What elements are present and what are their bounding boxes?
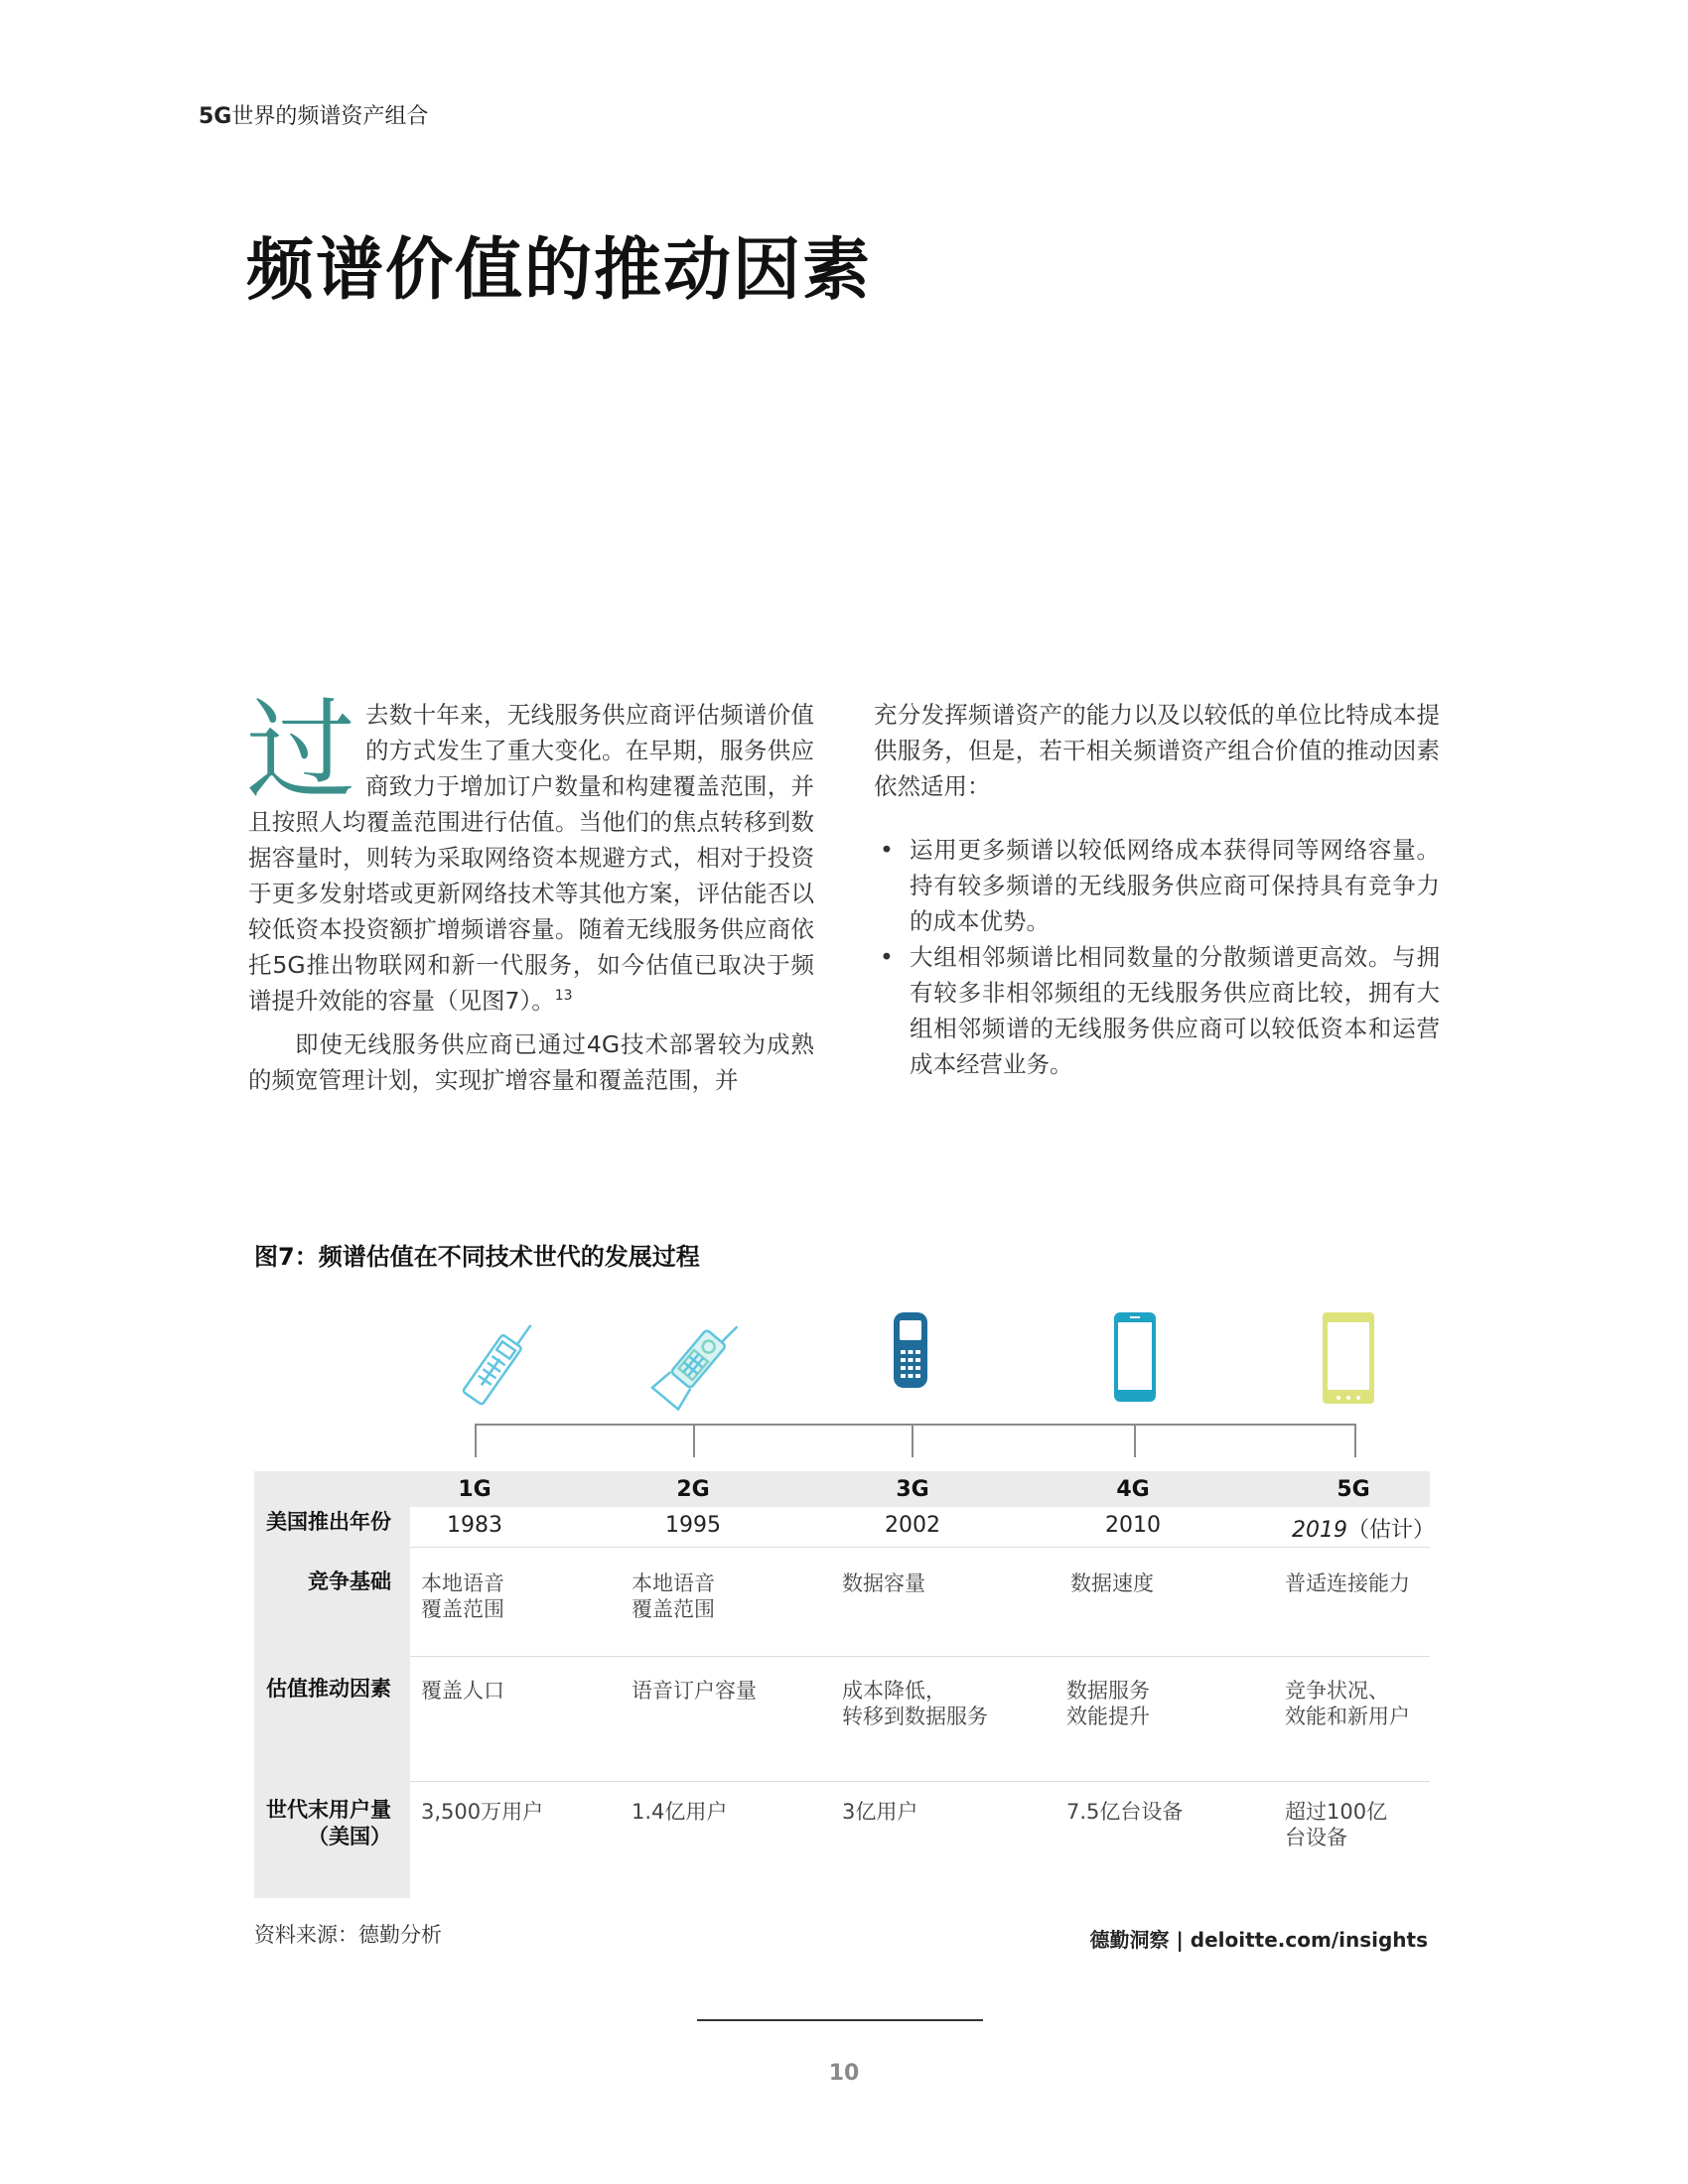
driver-cell: 数据服务 效能提升 bbox=[1066, 1679, 1150, 1728]
timeline-tick bbox=[1354, 1424, 1356, 1457]
bullet-dot: • bbox=[880, 943, 894, 971]
page-number: 10 bbox=[828, 2061, 860, 2086]
page-title: 频谱价值的推动因素 bbox=[246, 231, 873, 310]
launch-year: 2010 bbox=[1105, 1513, 1161, 1538]
brick-phone-1g-icon bbox=[451, 1310, 538, 1418]
footnote-ref[interactable]: 13 bbox=[554, 988, 573, 1005]
timeline-line bbox=[475, 1424, 1356, 1426]
body-paragraph-1: 去数十年来，无线服务供应商评估频谱价值的方式发生了重大变化。在早期，服务供应商致力于增加订户数量和构建覆盖范围，并且按照人均覆盖范围进行估值。当他们的焦点转移到数据容量时，则转为采取网络资本规避方式，相对于投资于更多发射塔或更新网络技术等其他方案，评估能否以较低资本投资额扩增频谱容量。随着无线服务供应商依托5G推出物联网和新一代服务，如今估值已取决于频谱提升效能的容量（见图7）。$^{13}$ bbox=[248, 701, 814, 1015]
timeline-tick bbox=[1134, 1424, 1136, 1457]
users-cell: 3亿用户 bbox=[842, 1800, 918, 1824]
bullet-item: • 大组相邻频谱比相同数量的分散频谱更高效。与拥有较多非相邻频组的无线服务供应商比较，拥有大组相邻频谱的无线服务供应商可以较低资本和运营成本经营业务。 bbox=[874, 939, 1440, 1082]
bullet-dot: • bbox=[880, 836, 894, 864]
users-cell: 1.4亿用户 bbox=[632, 1800, 728, 1824]
users-cell: 7.5亿台设备 bbox=[1066, 1800, 1184, 1824]
row-label-users: 世代末用户量 （美国） bbox=[266, 1798, 391, 1848]
running-head-bold: 5G bbox=[199, 104, 232, 129]
generation-header: 1G bbox=[458, 1477, 492, 1502]
drop-cap: 过 bbox=[246, 687, 355, 814]
generation-header: 2G bbox=[676, 1477, 710, 1502]
smartphone-5g-icon bbox=[1321, 1310, 1376, 1406]
timeline-tick bbox=[475, 1424, 477, 1457]
running-head-text: 世界的频谱资产组合 bbox=[231, 104, 429, 129]
row-divider bbox=[410, 1547, 1430, 1548]
driver-cell: 成本降低， 转移到数据服务 bbox=[842, 1679, 988, 1728]
bullet-list bbox=[874, 832, 1440, 1082]
row-label-competition: 竞争基础 bbox=[308, 1570, 391, 1593]
competition-cell: 数据容量 bbox=[842, 1571, 925, 1595]
launch-year: 2019（估计） bbox=[1291, 1518, 1435, 1543]
row-divider bbox=[410, 1781, 1430, 1782]
footer-url-link[interactable]: deloitte.com/insights bbox=[1190, 1928, 1428, 1952]
flip-phone-2g-icon bbox=[645, 1310, 741, 1418]
row-label-value-driver: 估值推动因素 bbox=[266, 1677, 391, 1701]
generation-header: 5G bbox=[1336, 1477, 1370, 1502]
body-column-right bbox=[874, 697, 1440, 1082]
driver-cell: 竞争状况、 效能和新用户 bbox=[1285, 1679, 1410, 1728]
timeline-tick bbox=[912, 1424, 914, 1457]
feature-phone-3g-icon bbox=[892, 1310, 929, 1390]
bullet-item: • 运用更多频谱以较低网络成本获得同等网络容量。持有较多频谱的无线服务供应商可保持具有竞争力的成本优势。 bbox=[874, 832, 1440, 939]
body-column-left bbox=[246, 687, 814, 1098]
competition-cell: 本地语音 覆盖范围 bbox=[421, 1571, 504, 1621]
generation-header: 3G bbox=[896, 1477, 929, 1502]
driver-cell: 覆盖人口 bbox=[421, 1679, 504, 1703]
competition-cell: 本地语音 覆盖范围 bbox=[632, 1571, 715, 1621]
users-cell: 3,500万用户 bbox=[421, 1800, 544, 1824]
body-paragraph-2: 即使无线服务供应商已通过4G技术部署较为成熟的频宽管理计划，实现扩增容量和覆盖范围，并 bbox=[248, 1030, 814, 1094]
users-cell: 超过100亿 台设备 bbox=[1285, 1800, 1388, 1849]
competition-cell: 数据速度 bbox=[1070, 1571, 1154, 1595]
competition-cell: 普适连接能力 bbox=[1285, 1571, 1410, 1595]
figure-title: 图7：频谱估值在不同技术世代的发展过程 bbox=[254, 1243, 700, 1271]
footer-brand: 德勤洞察 | deloitte.com/insights bbox=[1089, 1928, 1428, 1952]
body-paragraph-3: 充分发挥频谱资产的能力以及以较低的单位比特成本提供服务，但是，若干相关频谱资产组合价值的推动因素依然适用： bbox=[874, 701, 1440, 800]
timeline-tick bbox=[693, 1424, 695, 1457]
launch-year: 2002 bbox=[885, 1513, 940, 1538]
footer-rule bbox=[697, 2019, 983, 2021]
figure-source: 资料来源：德勤分析 bbox=[254, 1923, 442, 1947]
row-label-launch-year: 美国推出年份 bbox=[266, 1510, 391, 1534]
running-head bbox=[199, 99, 428, 130]
launch-year: 1995 bbox=[665, 1513, 721, 1538]
row-divider bbox=[410, 1656, 1430, 1657]
smartphone-4g-icon bbox=[1112, 1310, 1158, 1404]
driver-cell: 语音订户容量 bbox=[632, 1679, 757, 1703]
launch-year: 1983 bbox=[447, 1513, 502, 1538]
generation-header: 4G bbox=[1116, 1477, 1150, 1502]
